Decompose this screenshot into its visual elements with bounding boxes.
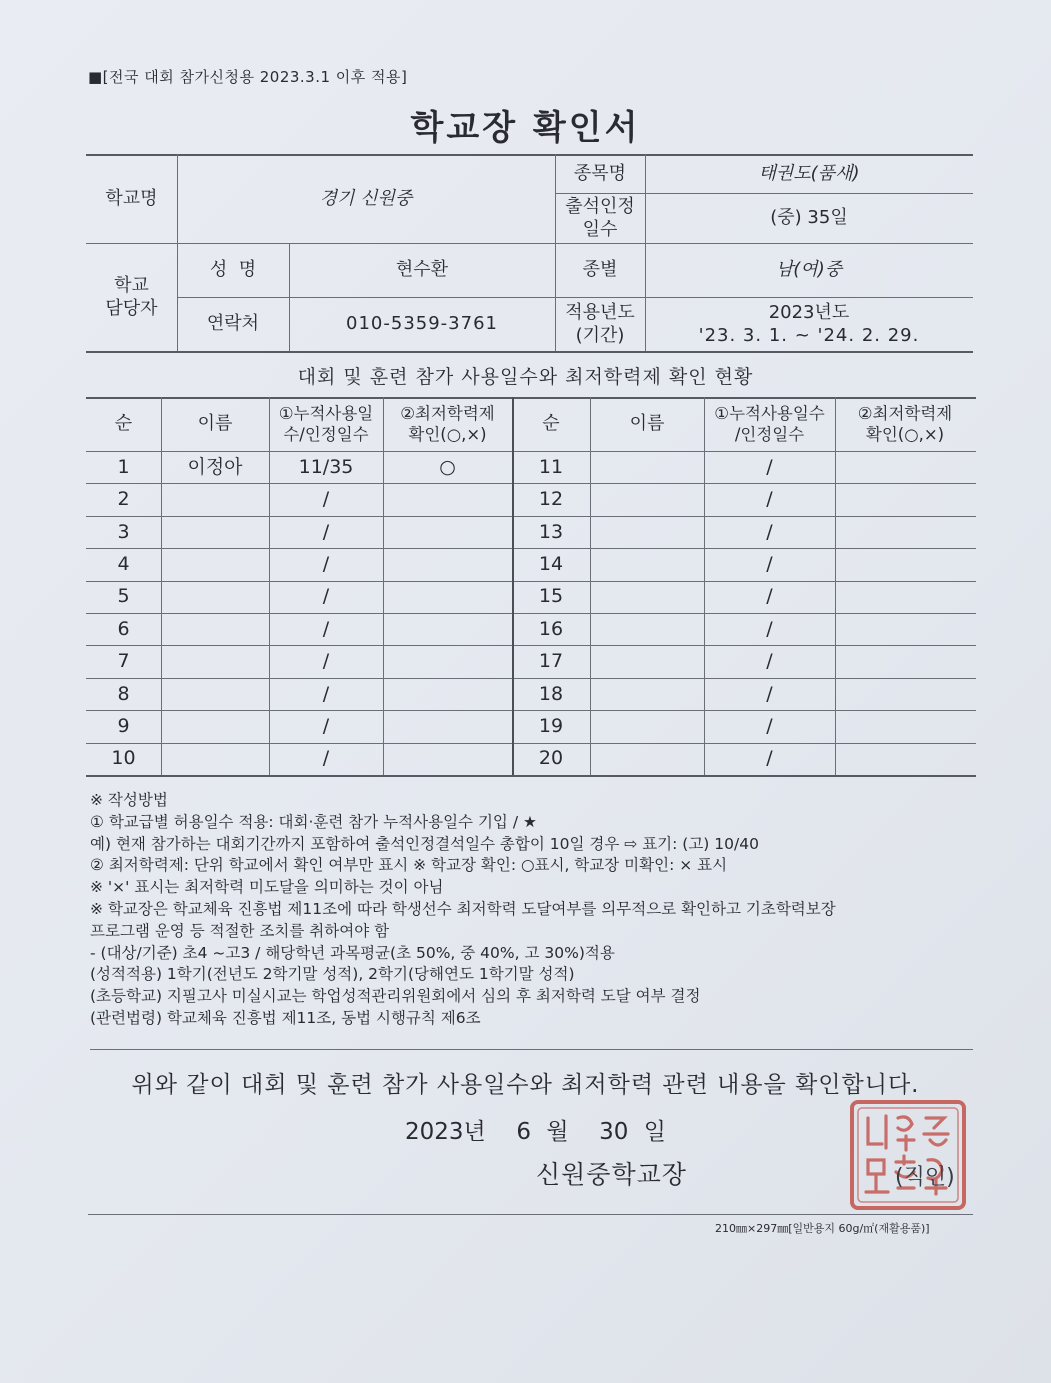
col-header-days-line2: 수/인정일수 bbox=[283, 425, 369, 444]
instruction-line: ※ '×' 표시는 최저학력 미도달을 의미하는 것이 아님 bbox=[90, 878, 444, 897]
row-number: 4 bbox=[117, 553, 130, 576]
row-days: / bbox=[322, 682, 330, 705]
col-header-days-line1: ①누적사용일 bbox=[278, 403, 374, 423]
name-label: 성 명 bbox=[209, 259, 257, 281]
col-header-days bbox=[269, 397, 383, 451]
col-header-check-line2: 확인(○,×) bbox=[408, 425, 487, 444]
row-check-right bbox=[835, 645, 976, 677]
school-head-name: 신원중학교장 bbox=[536, 1160, 687, 1189]
row-days-right: / bbox=[766, 553, 773, 576]
manager-label bbox=[86, 243, 177, 351]
instruction-line: (성적적용) 1학기(전년도 2학기말 성적), 2학기(당해연도 1학기말 성적) bbox=[90, 965, 575, 984]
row-number: 8 bbox=[117, 682, 130, 705]
row-number-right: 11 bbox=[538, 455, 564, 478]
row-number: 2 bbox=[117, 488, 130, 511]
form-tag: ■[전국 대회 참가신청용 2023.3.1 이후 적용] bbox=[88, 68, 408, 86]
row-name: 이정아 bbox=[187, 455, 243, 478]
name-value: 현수환 bbox=[395, 259, 449, 281]
row-number-right: 17 bbox=[538, 650, 564, 673]
row-name bbox=[161, 516, 269, 548]
manager-label-line1: 학교 bbox=[114, 274, 149, 296]
period-value bbox=[645, 297, 973, 351]
row-check bbox=[383, 645, 512, 677]
row-days: / bbox=[322, 488, 330, 511]
row-days: / bbox=[322, 617, 330, 640]
row-days: 11/35 bbox=[298, 455, 354, 478]
instruction-line: (초등학교) 지필고사 미실시교는 학업성적관리위원회에서 심의 후 최저학력 도달 여부 결정 bbox=[90, 987, 701, 1006]
row-name bbox=[161, 710, 269, 742]
row-name bbox=[161, 548, 269, 580]
row-check bbox=[383, 483, 512, 515]
col-header-check-right-line2: 확인(○,×) bbox=[865, 425, 945, 444]
row-check bbox=[383, 613, 512, 645]
row-name-right bbox=[590, 645, 704, 677]
school-name-label: 학교명 bbox=[105, 187, 158, 209]
row-days: / bbox=[322, 715, 330, 738]
col-header-check bbox=[383, 397, 512, 451]
period-range: '23. 3. 1. ~ '24. 2. 29. bbox=[698, 325, 920, 346]
row-days: / bbox=[322, 650, 330, 673]
row-number: 3 bbox=[117, 520, 130, 543]
manager-label-line2: 담당자 bbox=[105, 298, 158, 319]
row-number: 5 bbox=[117, 585, 130, 608]
row-days-right: / bbox=[766, 520, 773, 543]
official-seal-stamp bbox=[846, 1096, 970, 1214]
row-check bbox=[383, 710, 512, 742]
row-number-right: 20 bbox=[538, 747, 564, 770]
row-days: / bbox=[322, 585, 330, 608]
section-title: 대회 및 훈련 참가 사용일수와 최저학력제 확인 현황 bbox=[297, 366, 754, 388]
row-name-right bbox=[590, 678, 704, 710]
row-number-right: 18 bbox=[538, 682, 564, 705]
instruction-line: 프로그램 운영 등 적절한 조치를 취하여야 함 bbox=[90, 921, 390, 940]
row-days: / bbox=[322, 553, 330, 576]
row-days-right: / bbox=[766, 650, 773, 673]
category-label: 종별 bbox=[582, 259, 618, 281]
attendance-label-line1: 출석인정 bbox=[565, 195, 635, 217]
row-name bbox=[161, 613, 269, 645]
col-header-name-right: 이름 bbox=[629, 413, 665, 435]
instruction-line: (관련법령) 학교체육 진흥법 제11조, 동법 시행규칙 제6조 bbox=[90, 1008, 481, 1027]
attendance-label-line2: 일수 bbox=[582, 219, 618, 240]
writing-instructions bbox=[90, 790, 990, 1030]
row-number: 9 bbox=[117, 715, 130, 738]
row-number-right: 12 bbox=[538, 488, 564, 511]
row-name-right bbox=[590, 516, 704, 548]
row-check bbox=[383, 581, 512, 613]
row-name bbox=[161, 743, 269, 775]
instruction-line: ① 학교급별 허용일수 적용: 대회·훈련 참가 누적사용일수 기입 / ★ bbox=[90, 812, 537, 831]
instruction-line: ※ 학교장은 학교체육 진흥법 제11조에 따라 학생선수 최저학력 도달여부를 의무적으로 확인하고 기초학력보장 bbox=[90, 899, 836, 918]
attendance-value: (중) 35일 bbox=[770, 207, 848, 229]
row-check-right bbox=[835, 548, 976, 580]
instruction-line: - (대상/기준) 초4 ~고3 / 해당학년 과목평균(초 50%, 중 40%, 고 30%)적용 bbox=[90, 943, 615, 962]
col-header-no-right: 순 bbox=[542, 413, 560, 435]
row-check-right bbox=[835, 710, 976, 742]
event-label: 종목명 bbox=[573, 162, 627, 184]
col-header-days-right bbox=[704, 397, 835, 451]
row-days-right: / bbox=[766, 747, 773, 770]
row-name bbox=[161, 483, 269, 515]
row-name-right bbox=[590, 613, 704, 645]
row-name-right bbox=[590, 548, 704, 580]
row-name-right bbox=[590, 710, 704, 742]
period-label bbox=[555, 297, 645, 351]
col-header-name: 이름 bbox=[197, 413, 233, 435]
row-name-right bbox=[590, 743, 704, 775]
row-days: / bbox=[322, 747, 330, 770]
seal-label: (직인) bbox=[895, 1165, 955, 1190]
contact-label: 연락처 bbox=[206, 313, 260, 335]
row-days-right: / bbox=[766, 455, 773, 478]
col-header-days-right-line1: ①누적사용일수 bbox=[714, 403, 825, 423]
row-number: 6 bbox=[117, 617, 130, 640]
category-value: 남(여)중 bbox=[775, 259, 843, 281]
col-header-check-right bbox=[835, 397, 975, 451]
col-header-no: 순 bbox=[114, 413, 133, 435]
issue-date: 2023년 6 월 30 일 bbox=[405, 1119, 666, 1145]
row-number-right: 19 bbox=[538, 715, 564, 738]
confirmation-statement: 위와 같이 대회 및 훈련 참가 사용일수와 최저학력 관련 내용을 확인합니다. bbox=[131, 1072, 920, 1098]
row-number-right: 13 bbox=[538, 520, 564, 543]
paper-spec-footer: 210㎜×297㎜[일반용지 60g/㎡(재활용품)] bbox=[715, 1222, 930, 1235]
row-name bbox=[161, 645, 269, 677]
row-number-right: 15 bbox=[538, 585, 564, 608]
row-check-right bbox=[835, 451, 976, 483]
attendance-label bbox=[555, 193, 645, 243]
event-value: 태권도(품새) bbox=[758, 162, 860, 184]
col-header-check-right-line1: ②최저학력제 bbox=[857, 403, 953, 423]
row-check bbox=[383, 516, 512, 548]
row-number: 10 bbox=[111, 747, 136, 770]
instruction-line: ② 최저학력제: 단위 학교에서 확인 여부만 표시 ※ 학교장 확인: ○표시, 학교장 미확인: × 표시 bbox=[90, 856, 728, 875]
row-name-right bbox=[590, 451, 704, 483]
row-check bbox=[383, 548, 512, 580]
row-check: ○ bbox=[439, 455, 456, 478]
row-days-right: / bbox=[766, 617, 773, 640]
row-name-right bbox=[590, 581, 704, 613]
row-number: 7 bbox=[117, 650, 130, 673]
contact-value: 010-5359-3761 bbox=[346, 313, 498, 335]
row-check-right bbox=[835, 678, 976, 710]
row-days-right: / bbox=[766, 585, 773, 608]
row-days: / bbox=[322, 520, 330, 543]
row-number: 1 bbox=[117, 455, 130, 478]
row-check-right bbox=[835, 581, 976, 613]
period-label-line2: (기간) bbox=[575, 325, 625, 346]
row-check bbox=[383, 743, 512, 775]
period-label-line1: 적용년도 bbox=[565, 301, 635, 323]
school-name-value: 경기 신원중 bbox=[319, 187, 413, 209]
row-name bbox=[161, 678, 269, 710]
row-days-right: / bbox=[766, 715, 773, 738]
row-name-right bbox=[590, 483, 704, 515]
row-days-right: / bbox=[766, 488, 773, 511]
row-check-right bbox=[835, 516, 976, 548]
row-check-right bbox=[835, 483, 976, 515]
col-header-check-line1: ②최저학력제 bbox=[400, 403, 495, 423]
row-check-right bbox=[835, 613, 976, 645]
document-title: 학교장 확인서 bbox=[410, 108, 641, 148]
period-year: 2023년도 bbox=[768, 301, 850, 323]
row-days-right: / bbox=[766, 682, 773, 705]
row-name bbox=[161, 581, 269, 613]
row-number-right: 16 bbox=[538, 617, 564, 640]
col-header-days-right-line2: /인정일수 bbox=[734, 425, 805, 444]
row-check bbox=[383, 678, 512, 710]
instruction-line: ※ 작성방법 bbox=[90, 791, 168, 809]
row-number-right: 14 bbox=[538, 553, 564, 576]
instruction-line: 예) 현재 참가하는 대회기간까지 포함하여 출석인정결석일수 총합이 10일 경우 ⇨ 표기: (고) 10/40 bbox=[90, 834, 759, 853]
row-check-right bbox=[835, 743, 976, 775]
